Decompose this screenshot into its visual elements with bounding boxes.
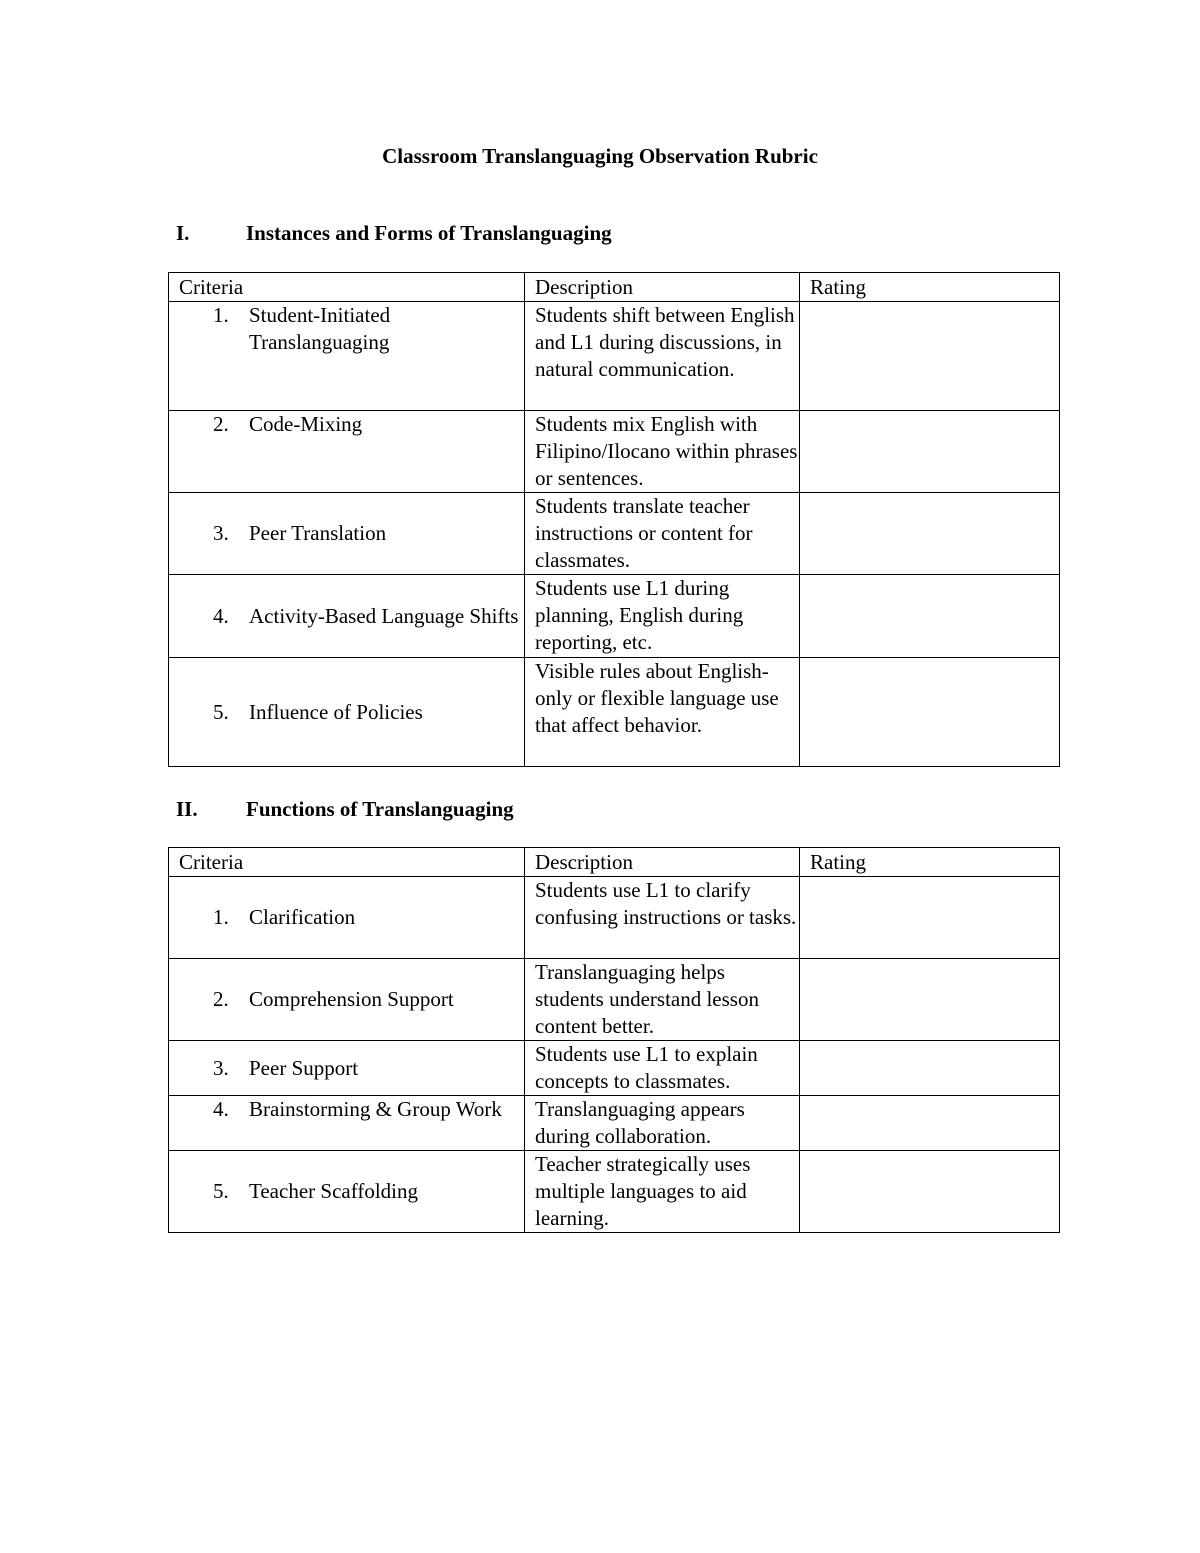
criteria-cell bbox=[169, 1096, 525, 1151]
rating-cell[interactable] bbox=[800, 959, 1060, 1041]
criteria-cell bbox=[169, 658, 525, 767]
criteria-label: Clarification bbox=[249, 905, 356, 929]
description-cell: Translanguaging appears during collaboration. bbox=[525, 1096, 800, 1151]
criteria-number: 1. bbox=[213, 303, 229, 327]
criteria-number: 1. bbox=[213, 905, 229, 929]
criteria-number: 2. bbox=[213, 987, 229, 1011]
criteria-number: 5. bbox=[213, 699, 229, 724]
criteria-label: Teacher Scaffolding bbox=[249, 1179, 418, 1203]
table-row bbox=[169, 658, 1060, 767]
criteria-label: Peer Support bbox=[249, 1055, 359, 1080]
section-number: I. bbox=[176, 221, 190, 245]
rubric-table-functions bbox=[168, 847, 1060, 1233]
section-number: II. bbox=[176, 797, 198, 821]
criteria-cell bbox=[169, 575, 525, 658]
description-cell: Teacher strategically uses multiple languages to aid learning. bbox=[525, 1151, 800, 1233]
criteria-number: 3. bbox=[213, 521, 229, 545]
criteria-number: 2. bbox=[213, 412, 229, 436]
criteria-label: Brainstorming & Group Work bbox=[249, 1097, 502, 1121]
rating-cell[interactable] bbox=[800, 302, 1060, 411]
table-row bbox=[169, 575, 1060, 658]
table-row bbox=[169, 493, 1060, 575]
section-title: Instances and Forms of Translanguaging bbox=[246, 221, 612, 245]
table-row bbox=[169, 302, 1060, 411]
rating-cell[interactable] bbox=[800, 658, 1060, 767]
rating-cell[interactable] bbox=[800, 411, 1060, 493]
table-row bbox=[169, 1096, 1060, 1151]
section-heading bbox=[176, 220, 612, 246]
description-cell: Visible rules about English-only or flexible language use that affect behavior. bbox=[525, 658, 800, 767]
criteria-cell bbox=[169, 1151, 525, 1233]
criteria-cell bbox=[169, 959, 525, 1041]
table-row bbox=[169, 411, 1060, 493]
criteria-number: 5. bbox=[213, 1179, 229, 1203]
criteria-label: Activity-Based Language Shifts bbox=[249, 603, 519, 628]
column-header-criteria: Criteria bbox=[169, 848, 525, 877]
table-header-row bbox=[169, 273, 1060, 302]
table-row bbox=[169, 1151, 1060, 1233]
column-header-rating: Rating bbox=[800, 273, 1060, 302]
criteria-number: 3. bbox=[213, 1055, 229, 1080]
rating-cell[interactable] bbox=[800, 1151, 1060, 1233]
rating-cell[interactable] bbox=[800, 877, 1060, 959]
table-header-row bbox=[169, 848, 1060, 877]
rating-cell[interactable] bbox=[800, 493, 1060, 575]
table-row bbox=[169, 1041, 1060, 1096]
criteria-number: 4. bbox=[213, 603, 229, 628]
page-title: Classroom Translanguaging Observation Rubric bbox=[382, 144, 818, 168]
description-cell: Students shift between English and L1 during discussions, in natural communication. bbox=[525, 302, 800, 411]
description-cell: Students mix English with Filipino/Ilocano within phrases or sentences. bbox=[525, 411, 800, 493]
column-header-description: Description bbox=[525, 848, 800, 877]
description-cell: Students translate teacher instructions or content for classmates. bbox=[525, 493, 800, 575]
description-cell: Students use L1 during planning, English during reporting, etc. bbox=[525, 575, 800, 658]
criteria-cell bbox=[169, 411, 525, 493]
description-cell: Students use L1 to explain concepts to classmates. bbox=[525, 1041, 800, 1096]
criteria-label: Code-Mixing bbox=[249, 412, 363, 436]
criteria-cell bbox=[169, 302, 525, 411]
table-row bbox=[169, 959, 1060, 1041]
criteria-label: Peer Translation bbox=[249, 521, 387, 545]
criteria-label: Student-Initiated Translanguaging bbox=[249, 303, 391, 354]
criteria-cell bbox=[169, 493, 525, 575]
criteria-cell bbox=[169, 1041, 525, 1096]
section-heading bbox=[176, 796, 514, 822]
section-title: Functions of Translanguaging bbox=[246, 797, 514, 821]
rubric-table-instances bbox=[168, 272, 1060, 767]
table-row bbox=[169, 877, 1060, 959]
criteria-cell bbox=[169, 877, 525, 959]
criteria-label: Comprehension Support bbox=[249, 987, 454, 1011]
column-header-rating: Rating bbox=[800, 848, 1060, 877]
rating-cell[interactable] bbox=[800, 575, 1060, 658]
criteria-label: Influence of Policies bbox=[249, 699, 423, 724]
description-cell: Translanguaging helps students understand lesson content better. bbox=[525, 959, 800, 1041]
column-header-description: Description bbox=[525, 273, 800, 302]
column-header-criteria: Criteria bbox=[169, 273, 525, 302]
rating-cell[interactable] bbox=[800, 1041, 1060, 1096]
description-cell: Students use L1 to clarify confusing instructions or tasks. bbox=[525, 877, 800, 959]
rating-cell[interactable] bbox=[800, 1096, 1060, 1151]
criteria-number: 4. bbox=[213, 1097, 229, 1121]
